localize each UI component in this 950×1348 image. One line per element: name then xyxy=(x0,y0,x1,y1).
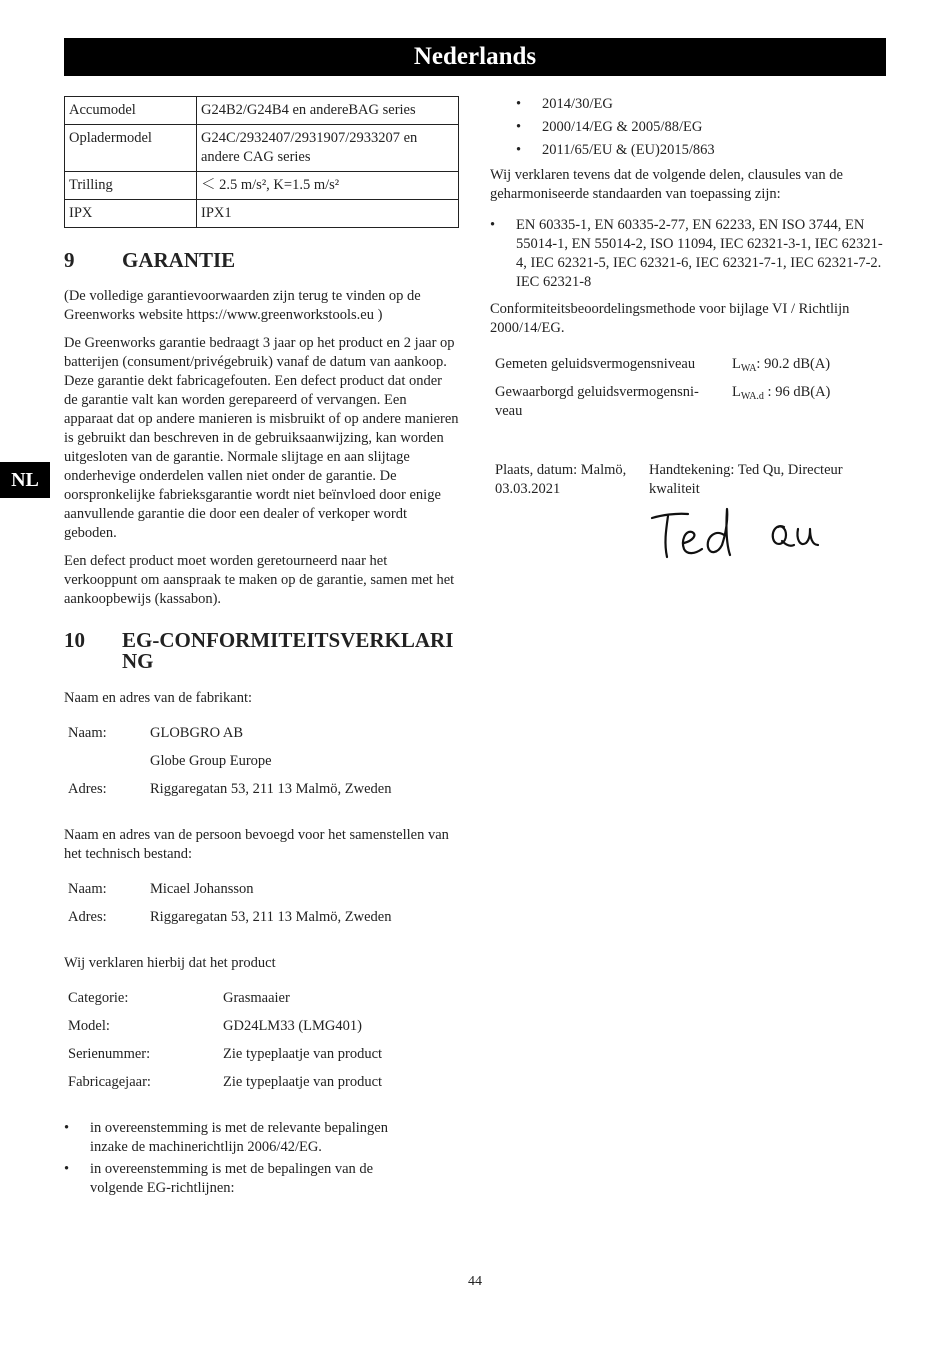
list-item: • EN 60335-1, EN 60335-2-77, EN 62233, EN ISO 3744, EN 55014-1, EN 55014-2, ISO 11094, IEC 62321-3-1, IEC 62321-4, IEC 62321-5, IEC 62321-6, IEC 62321-7-1, IEC 62321-7-2. IEC 62321-8 xyxy=(490,216,885,292)
list-item: • in overeenstemming is met de bepalingen van de volgende EG-richtlijnen: xyxy=(64,1160,429,1198)
name-label: Naam: xyxy=(68,881,107,897)
language-tab: NL xyxy=(0,462,50,498)
table-row xyxy=(65,172,459,200)
list-item: • 2014/30/EG xyxy=(490,95,885,118)
language-header: Nederlands xyxy=(64,38,886,76)
techfile-block xyxy=(64,880,459,936)
product-key: Fabricagejaar: xyxy=(68,1074,151,1090)
product-value: Zie typeplaatje van product xyxy=(223,1046,383,1062)
list-item: • in overeenstemming is met de relevante bepalingen inzake de machinerichtlijn 2006/42/EG. xyxy=(64,1119,429,1157)
left-column xyxy=(64,96,459,1198)
table-cell-key: IPX xyxy=(65,200,197,228)
table-cell-value: IPX1 xyxy=(197,200,459,228)
right-column xyxy=(490,96,885,499)
product-key: Categorie: xyxy=(68,990,129,1006)
address-label: Adres: xyxy=(68,909,107,925)
handwritten-signature xyxy=(650,505,830,565)
table-cell-key: Opladermodel xyxy=(65,125,197,172)
manufacturer-name-2: Globe Group Europe xyxy=(150,753,272,769)
signature-label: Handtekening: Ted Qu, Directeur kwaliteit xyxy=(649,462,843,497)
noise-amount: : 90.2 dB(A) xyxy=(756,356,831,372)
product-value: Grasmaaier xyxy=(223,990,290,1006)
noise-value xyxy=(732,383,830,421)
name-label: Naam: xyxy=(68,725,107,741)
standards-intro: Wij verklaren tevens dat de volgende delen, clausules van de geharmoniseerde standaarden van toepassing zijn: xyxy=(490,167,843,202)
noise-subscript: WA xyxy=(740,363,757,374)
product-key: Serienummer: xyxy=(68,1046,151,1062)
noise-amount: : 96 dB(A) xyxy=(763,384,831,400)
noise-value xyxy=(732,355,830,383)
techfile-address: Riggaregatan 53, 211 13 Malmö, Zweden xyxy=(150,909,392,925)
noise-label: Gewaarborgd geluidsvermogensni-veau xyxy=(495,384,699,419)
section-number: 10 xyxy=(64,628,85,652)
table-row xyxy=(495,383,885,421)
noise-label: Gemeten geluidsvermogensniveau xyxy=(495,356,696,372)
manufacturer-address: Riggaregatan 53, 211 13 Malmö, Zweden xyxy=(150,781,392,797)
product-block xyxy=(64,989,459,1101)
assessment-method: Conformiteitsbeoordelingsmethode voor bijlage VI / Richtlijn 2000/14/EG. xyxy=(490,301,850,336)
table-row xyxy=(65,125,459,172)
list-item: • 2000/14/EG & 2005/88/EG xyxy=(490,118,885,141)
address-label: Adres: xyxy=(68,781,107,797)
manufacturer-intro: Naam en adres van de fabrikant: xyxy=(64,690,253,706)
section-9-heading xyxy=(64,250,459,271)
noise-subscript: WA.d xyxy=(740,391,764,402)
directives-list xyxy=(490,95,885,164)
table-cell-key: Trilling xyxy=(65,172,197,200)
manufacturer-name: GLOBGRO AB xyxy=(150,725,244,741)
techfile-name: Micael Johansson xyxy=(150,881,254,897)
compliance-list xyxy=(64,1119,459,1198)
spec-table xyxy=(64,96,459,228)
product-intro: Wij verklaren hierbij dat het product xyxy=(64,955,276,971)
section-title: GARANTIE xyxy=(122,248,236,272)
section-10-heading xyxy=(64,630,459,672)
noise-symbol: L xyxy=(732,384,741,400)
table-row xyxy=(65,200,459,228)
table-cell-value: ＜ 2.5 m/s², K=1.5 m/s² xyxy=(197,172,459,200)
techfile-intro: Naam en adres van de persoon bevoegd voor het samenstellen van het technisch bestand: xyxy=(64,827,449,862)
table-row xyxy=(65,97,459,125)
table-cell-value: G24B2/G24B4 en andereBAG series xyxy=(197,97,459,125)
product-value: GD24LM33 (LMG401) xyxy=(223,1018,362,1034)
table-row xyxy=(495,355,885,383)
standards-list xyxy=(490,216,885,292)
manufacturer-block xyxy=(64,724,459,808)
table-cell-key: Accumodel xyxy=(65,97,197,125)
warranty-intro: (De volledige garantievoorwaarden zijn terug te vinden op de Greenworks website https://www.greenworkstools.eu ) xyxy=(64,288,421,323)
table-cell-value: G24C/2932407/2931907/2933207 en andere CAG series xyxy=(197,125,459,172)
list-item: • 2011/65/EU & (EU)2015/863 xyxy=(490,141,885,164)
warranty-return: Een defect product moet worden geretourneerd naar het verkooppunt om aanspraak te maken op de garantie, samen met het aankoopbewijs (kassabon). xyxy=(64,553,455,607)
noise-symbol: L xyxy=(732,356,741,372)
section-number: 9 xyxy=(64,248,75,272)
product-key: Model: xyxy=(68,1018,110,1034)
page-number: 44 xyxy=(468,1274,482,1289)
noise-table xyxy=(490,355,885,421)
place-date: Plaats, datum: Malmö, 03.03.2021 xyxy=(495,462,627,497)
section-title: EG-CONFORMITEITSVERKLARING xyxy=(122,628,454,673)
product-value: Zie typeplaatje van product xyxy=(223,1074,383,1090)
signature-block xyxy=(490,461,885,499)
warranty-body: De Greenworks garantie bedraagt 3 jaar op het product en 2 jaar op batterijen (consument/privégebruik) vanaf de datum van aankoop. Deze garantie dekt fabricagefouten. Een defect product dat onder de garantie valt kan worden gerepareerd of vervangen. Een apparaat dat op andere manieren is misbruikt of op andere manieren is gebruikt dan beschreven in de gebruiksaanwijzing, kan worden uitgesloten van de garantie. Normale slijtage en aan slijtage onderhevige onderdelen vallen niet onder de garantie. De oorspronkelijke fabrieksgarantie wordt niet beïnvloed door enige aanvullende garantie die door een dealer of verkoper wordt geboden. xyxy=(64,335,459,541)
